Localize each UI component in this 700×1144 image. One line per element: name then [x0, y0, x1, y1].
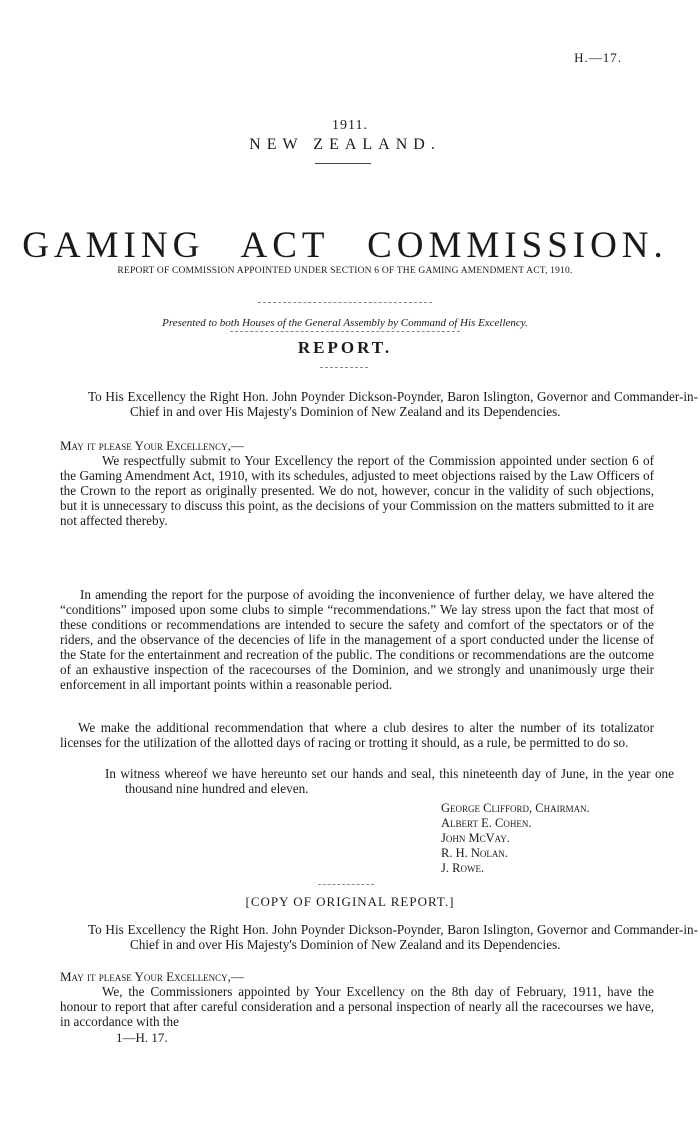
signatory: J. Rowe.: [441, 861, 485, 875]
divider: [315, 163, 371, 164]
signatory: John McVay.: [441, 831, 510, 845]
report-paragraph-2: In amending the report for the purpose of avoiding the inconvenience of further delay, we have altered the “conditions” imposed upon some clubs to simple “recommendations.” We lay stress upon the fact that most of these conditions or recommendations are intended to secure the safety and comfort of the spectators or of the riders, and the observance of the decencies of life in the management of a sport conducted under the license of the State for the entertainment and recreation of the public. The conditions or recommendations are the outcome of an exhaustive inspection of the racecourses of the Dominion, and we strongly and unanimously urge their enforcement in all important points within a reasonable period.: [60, 587, 654, 692]
divider: [230, 331, 460, 332]
document-subtitle: REPORT OF COMMISSION APPOINTED UNDER SECTION 6 OF THE GAMING AMENDMENT ACT, 1910.: [117, 266, 573, 276]
signatory: R. H. Nolan.: [441, 846, 509, 860]
paper-reference: H.—17.: [574, 50, 622, 65]
signatory: George Clifford, Chairman.: [441, 801, 590, 815]
divider: [320, 367, 368, 368]
page-folio: 1—H. 17.: [116, 1030, 168, 1045]
copy-paragraph: We, the Commissioners appointed by Your Excellency on the 8th day of February, 1911, have the honour to report that after careful consideration and a personal inspection of nearly all the racecourses we have, in accordance with the: [60, 984, 654, 1029]
copy-salutation: May it please Your Excellency,—: [60, 969, 244, 984]
copy-address: To His Excellency the Right Hon. John Poynder Dickson-Poynder, Baron Islington, Governor and Commander-in-Chief in and over His Majesty's Dominion of New Zealand and its Dependencies.: [88, 922, 698, 952]
report-paragraph-3: We make the additional recommendation that where a club desires to alter the number of its totalizator licenses for the utilization of the allotted days of racing or trotting it should, as a rule, be permitted to do so.: [60, 720, 654, 750]
report-paragraph-1: We respectfully submit to Your Excellency the report of the Commission appointed under section 6 of the Gaming Amendment Act, 1910, with its schedules, adjusted to meet objections raised by the Law Officers of the Crown to the report as originally presented. We do not, however, concur in the validity of such objections, but it is unnecessary to discuss this point, as the decisions of your Commission on the matters submitted to it are not affected thereby.: [60, 453, 654, 528]
witness-clause: In witness whereof we have hereunto set our hands and seal, this nineteenth day of June, in the year one thousand nine hundred and eleven.: [105, 766, 674, 796]
report-address: To His Excellency the Right Hon. John Poynder Dickson-Poynder, Baron Islington, Governor and Commander-in-Chief in and over His Majesty's Dominion of New Zealand and its Dependencies.: [88, 389, 698, 419]
report-heading: REPORT.: [297, 338, 393, 357]
year: 1911.: [332, 118, 368, 133]
country-heading: NEW ZEALAND.: [249, 136, 441, 153]
signatory: Albert E. Cohen.: [441, 816, 532, 830]
report-salutation: May it please Your Excellency,—: [60, 438, 244, 453]
document-title: GAMING ACT COMMISSION.: [22, 225, 668, 266]
divider: [258, 302, 432, 303]
divider: [318, 884, 374, 885]
presentation-note: Presented to both Houses of the General Assembly by Command of His Excellency.: [162, 317, 528, 329]
copy-heading: [COPY OF ORIGINAL REPORT.]: [245, 894, 455, 909]
